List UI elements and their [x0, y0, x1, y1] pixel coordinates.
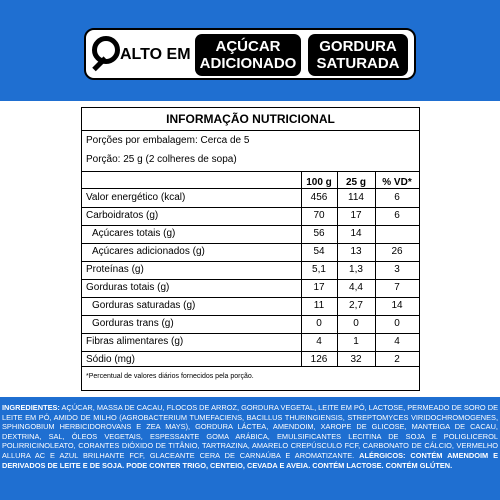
nutrient-label: Carboidratos (g) — [86, 210, 159, 221]
value-25g: 13 — [350, 246, 362, 257]
value-25g: 32 — [350, 354, 362, 365]
serving-size: Porção: 25 g (2 colheres de sopa) — [86, 154, 237, 165]
value-vd: 26 — [391, 246, 403, 257]
row-divider — [82, 261, 419, 262]
value-100g: 11 — [313, 300, 325, 311]
nutrient-label: Sódio (mg) — [86, 354, 135, 365]
value-100g: 126 — [310, 354, 328, 365]
front-warning-label — [84, 28, 416, 80]
row-divider — [82, 207, 419, 208]
value-100g: 56 — [313, 228, 325, 239]
nutrition-panel — [0, 101, 500, 397]
header-vd: % VD* — [382, 177, 412, 188]
row-divider — [82, 315, 419, 316]
nutrient-label: Gorduras saturadas (g) — [92, 300, 196, 311]
value-vd: 6 — [394, 210, 400, 221]
value-vd: 14 — [391, 300, 403, 311]
nutrient-label: Gorduras trans (g) — [92, 318, 174, 329]
row-divider — [82, 243, 419, 244]
value-100g: 54 — [313, 246, 325, 257]
header-25g: 25 g — [345, 177, 366, 188]
value-vd: 4 — [394, 336, 400, 347]
nutrient-label: Valor energético (kcal) — [86, 192, 186, 203]
value-vd: 6 — [394, 192, 400, 203]
nutrient-label: Proteínas (g) — [86, 264, 144, 275]
ingredients-label: INGREDIENTES: — [2, 403, 60, 412]
value-25g: 0 — [353, 318, 359, 329]
warning-saturated-fat: GORDURA SATURADA — [308, 34, 408, 76]
value-25g: 4,4 — [349, 282, 363, 293]
value-vd: 7 — [394, 282, 400, 293]
row-divider — [82, 225, 419, 226]
row-divider — [82, 333, 419, 334]
value-vd: 0 — [394, 318, 400, 329]
nutrient-label: Gorduras totais (g) — [86, 282, 170, 293]
row-divider — [82, 279, 419, 280]
row-divider — [82, 297, 419, 298]
value-25g: 1 — [353, 336, 359, 347]
value-25g: 114 — [348, 192, 364, 203]
servings-per-package: Porções por embalagem: Cerca de 5 — [86, 135, 250, 146]
ingredients-text — [2, 403, 498, 470]
nutrition-title: INFORMAÇÃO NUTRICIONAL — [166, 112, 335, 126]
alto-em-text: ALTO EM — [120, 46, 191, 63]
value-100g: 4 — [316, 336, 322, 347]
row-divider — [82, 351, 419, 352]
value-25g: 1,3 — [349, 264, 363, 275]
nutrient-label: Açúcares totais (g) — [92, 228, 176, 239]
value-25g: 2,7 — [349, 300, 363, 311]
footnote: *Percentual de valores diários fornecidos pela porção. — [86, 373, 254, 380]
value-100g: 70 — [313, 210, 325, 221]
allergens-text: ALÉRGICOS: CONTÉM AMENDOIM E DERIVADOS DE LEITE E DE SOJA. PODE CONTER TRIGO, CENTEIO, CEVADA E AVEIA. CONTÉM LACTOSE. CONTÉM GLÚTEN. — [2, 450, 498, 470]
nutrition-table — [81, 107, 420, 391]
value-100g: 17 — [313, 282, 325, 293]
warning-added-sugar: AÇÚCAR ADICIONADO — [195, 34, 301, 76]
value-vd: 3 — [394, 264, 400, 275]
value-25g: 14 — [350, 228, 362, 239]
nutrient-label: Açúcares adicionados (g) — [92, 246, 205, 257]
value-100g: 0 — [316, 318, 322, 329]
value-100g: 456 — [310, 192, 328, 203]
header-100g: 100 g — [306, 177, 332, 188]
nutrient-label: Fibras alimentares (g) — [86, 336, 184, 347]
value-vd: 2 — [394, 354, 400, 365]
ingredients-list: AÇÚCAR, MASSA DE CACAU, FLOCOS DE ARROZ, GORDURA VEGETAL, LEITE EM PÓ, LACTOSE, PERMEADO DE SORO DE LEITE EM PÓ, AMIDO DE MILHO (AGROBACTERIUM TUMEFACIENS, BACILLUS THURINGIENSIS, STREPTOMYCES VIRIDOCHROMOGENES, SPHINGOBIUM HERBICIDOROVANS E ZEA MAYS), GORDURA LÁCTEA, AMENDOIM, XAROPE DE GLICOSE, MANTEIGA DE CACAU, DEXTRINA, SAL, ÓLEOS VEGETAIS, ESPESSANTE GOMA ARÁBICA, EMULSIFICANTES LECITINA DE SOJA E POLIGLICEROL POLIRRICINOLEATO, CORANTES DIÓXIDO DE TITÂNIO, TARTRAZINA, AMARELO CREPÚSCULO FCF, CARBONATO DE CÁLCIO, VERMELHO ALLURA AC E AZUL BRILHANTE FCF, GLACEANTE CERA DE CARNAÚBA E AROMATIZANTE. — [2, 403, 498, 460]
value-100g: 5,1 — [312, 264, 326, 275]
value-25g: 17 — [350, 210, 362, 221]
